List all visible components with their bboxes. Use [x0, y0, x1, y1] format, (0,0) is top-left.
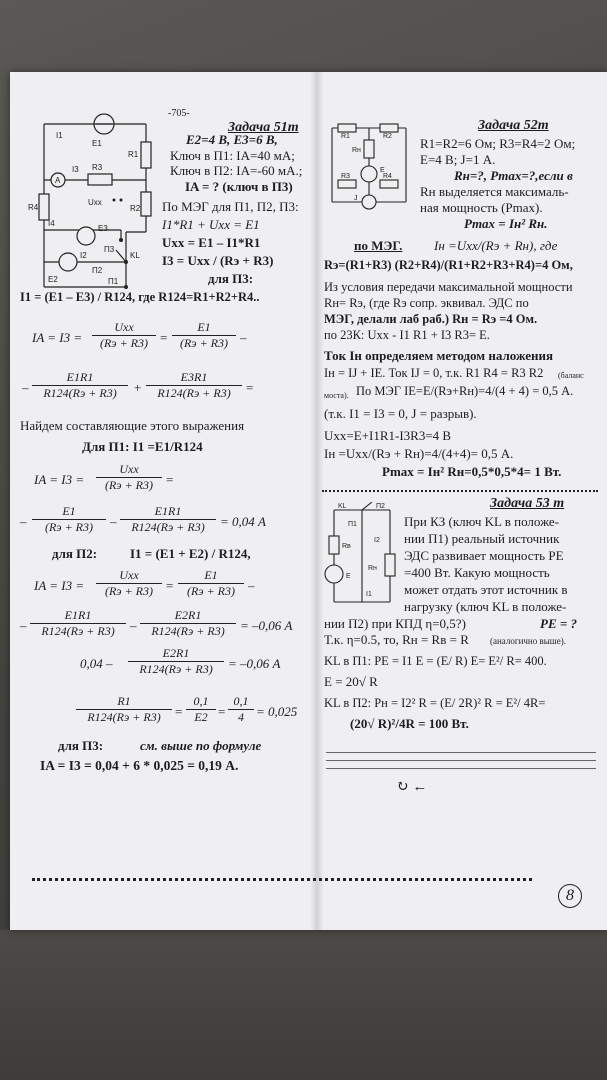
question-line: Rн=?, Pmax=?,если в	[454, 168, 573, 183]
operator: =	[246, 380, 254, 395]
text-line: E = 20√ R	[324, 674, 378, 689]
operator: –	[22, 380, 29, 395]
circuit-label: Rн	[368, 565, 377, 572]
operator: –	[20, 514, 27, 529]
equation-line: I3 = Uxx / (Rэ + R3)	[162, 253, 274, 268]
text-line: Iн =Uxx/(Rэ + Rн)=4/(4+4)= 0,5 А.	[324, 446, 514, 461]
circuit-label: E2	[48, 275, 58, 284]
method-label: по МЭГ.	[354, 238, 403, 253]
circuit-label: R1	[341, 133, 350, 140]
blank-line	[326, 768, 596, 769]
document-sheet	[10, 72, 607, 930]
method-line: По МЭГ для П1, П2, П3:	[162, 199, 299, 214]
scribble-mark: ↻ ←	[396, 779, 428, 795]
circuit-label: E3	[98, 224, 108, 233]
background-floor	[0, 930, 607, 1080]
paper-fold	[310, 72, 324, 930]
text-line: По МЭГ IE=E/(Rэ+Rн)=4/(4 + 4) = 0,5 А.	[356, 384, 574, 398]
circuit-label: Uxx	[88, 198, 102, 207]
footer-dotted-line	[32, 878, 532, 881]
text-line: Uxx=E+I1R1-I3R3=4 В	[324, 428, 452, 443]
fraction: E1 (Rэ + R3)	[178, 568, 244, 599]
circuit-label: П1	[108, 277, 119, 286]
result: = –0,06 А	[228, 656, 281, 671]
formula-line: Iн =Uxx/(Rэ + Rн), где	[434, 238, 558, 253]
text-line: Найдем составляющие этого выражения	[20, 418, 245, 433]
operator: –	[130, 618, 137, 633]
circuit-label: E	[380, 167, 385, 174]
text-line: (т.к. I1 = I3 = 0, J = разрыв).	[324, 406, 477, 421]
result: = 0,04 А	[220, 514, 266, 529]
fraction: E2R1 R124(Rэ + R3)	[128, 646, 224, 677]
formula-line: Rэ=(R1+R3) (R2+R4)/(R1+R2+R3+R4)=4 Ом,	[324, 258, 573, 272]
equation-lhs: IA = I3 =	[34, 472, 85, 487]
text-line: KL в П1: PE = I1 E = (E/ R) E= E²/ R= 400.	[324, 654, 547, 668]
circuit-label: R1	[128, 150, 139, 159]
fraction: Uxx (Rэ + R3)	[96, 568, 162, 599]
operator: =	[166, 578, 174, 593]
operator: =	[218, 704, 226, 719]
blank-line	[326, 760, 596, 761]
operator: =	[160, 330, 168, 345]
task-code: -705-	[168, 108, 190, 119]
blank-line	[326, 752, 596, 753]
fraction: $\frac{0,1}{E2}$	[186, 694, 216, 725]
circuit-label: KL	[338, 503, 347, 510]
problem-line: ЭДС развивает мощность PE	[404, 548, 564, 563]
circuit-label: R3	[341, 173, 350, 180]
question-line: ная мощность (Pmax).	[420, 200, 543, 215]
text-line: Из условия передачи максимальной мощности	[324, 280, 573, 294]
final-answer: IA = I3 = 0,04 + 6 * 0,025 = 0,19 А.	[40, 758, 239, 773]
fraction: E1 (Rэ + R3)	[32, 504, 106, 535]
equation-lhs: 0,04 –	[80, 656, 113, 671]
circuit-label: I2	[80, 251, 87, 260]
task-52-header: Задача 52т	[478, 118, 549, 133]
operator: +	[134, 380, 142, 395]
fraction: Uxx (Rэ + R3)	[96, 462, 162, 493]
circuit-52-diagram	[324, 120, 414, 216]
circuit-label: П3	[104, 245, 115, 254]
question-line: Rн выделяется максималь-	[420, 184, 569, 199]
circuit-53-diagram	[324, 502, 400, 612]
case-note: см. выше по формуле	[140, 738, 262, 753]
circuit-label: I2	[374, 537, 380, 544]
circuit-label: R2	[130, 204, 141, 213]
text-note: (аналогично выше).	[490, 636, 566, 646]
given-line: Ключ в П1: IA=40 мА;	[170, 148, 295, 163]
equation-lhs: IA = I3 =	[34, 578, 85, 593]
operator: –	[20, 618, 27, 633]
circuit-label: E1	[92, 139, 102, 148]
text-line: по 23К: Uxx - I1 R1 + I3 R3= E.	[324, 328, 490, 342]
circuit-label: Rв	[342, 543, 351, 550]
task-53-header: Задача 53 т	[490, 496, 565, 511]
given-values: E2=4 В, E3=6 В,	[186, 132, 278, 147]
question-line: PE = ?	[540, 616, 578, 631]
circuit-label: R2	[383, 133, 392, 140]
final-answer: (20√ R)²/4R = 100 Вт.	[350, 716, 469, 731]
problem-line: =400 Вт. Какую мощность	[404, 565, 550, 580]
case-label: для П3:	[208, 271, 254, 286]
operator: –	[110, 514, 117, 529]
fraction: $\frac{0,1}{4}$	[228, 694, 254, 725]
operator: –	[248, 578, 255, 593]
result: = –0,06 А	[240, 618, 293, 633]
task-51-header: Задача 51т	[228, 120, 299, 135]
fraction: R1 R124(Rэ + R3)	[76, 694, 172, 725]
question-line: IA = ? (ключ в П3)	[185, 179, 293, 194]
operator: –	[240, 330, 247, 345]
given-line: E=4 В; J=1 А.	[420, 152, 496, 167]
formula-line: Pmax = Iн² Rн.	[464, 216, 548, 231]
given-line: R1=R2=6 Ом; R3=R4=2 Ом;	[420, 136, 576, 151]
page-number: 8	[558, 884, 582, 908]
separator	[322, 490, 598, 492]
circuit-label: I4	[48, 219, 55, 228]
equation-line: I1 = (E1 – E3) / R124, где R124=R1+R2+R4..	[20, 290, 260, 304]
fraction: E1R1 R124(Rэ + R3)	[120, 504, 216, 535]
text-note: моста).	[324, 391, 349, 400]
equation-line: Uxx = E1 – I1*R1	[162, 235, 261, 250]
problem-line: может отдать этот источник в	[404, 582, 568, 597]
fraction: E2R1 R124(Rэ + R3)	[140, 608, 236, 639]
text-line: Iн = IJ + IE. Ток IJ = 0, т.к. R1 R4 = R3 R2	[324, 366, 544, 380]
circuit-label: I1	[366, 591, 372, 598]
text-line: Ток Iн определяем методом наложения	[324, 348, 554, 363]
fraction: Uxx (Rэ + R3)	[92, 320, 156, 351]
case-label: для П2:	[52, 546, 98, 561]
equation-line: I1*R1 + Uxx = E1	[162, 217, 260, 232]
text-line: МЭГ, делали лаб раб.) Rн = Rэ =4 Ом.	[324, 312, 538, 326]
final-answer: Pmax = Iн² Rн=0,5*0,5*4= 1 Вт.	[382, 464, 562, 479]
text-note: (баланс	[558, 371, 584, 380]
fraction: E3R1 R124(Rэ + R3)	[146, 370, 242, 401]
problem-line: нии П1) реальный источник	[404, 531, 560, 546]
circuit-51-diagram	[26, 112, 161, 297]
circuit-label: Rн	[352, 147, 361, 154]
circuit-label: J	[354, 195, 358, 202]
text-line: Rн= Rэ, (где Rэ сопр. эквивал. ЭДС по	[324, 296, 529, 310]
circuit-label: R4	[28, 203, 39, 212]
problem-line: нии П2) при КПД η=0,5?)	[324, 616, 466, 631]
result: = 0,025	[256, 704, 298, 719]
case-label: для П3:	[58, 738, 104, 753]
operator: =	[166, 472, 174, 487]
circuit-label: E	[346, 573, 351, 580]
fraction: E1R1 R124(Rэ + R3)	[32, 370, 128, 401]
circuit-label: П1	[348, 521, 357, 528]
text-line: KL в П2: Pн = I2² R = (E/ 2R)² R = E²/ 4R=	[324, 696, 546, 710]
circuit-label: R4	[383, 173, 392, 180]
circuit-label: П2	[376, 503, 385, 510]
problem-line: При КЗ (ключ KL в положе-	[404, 514, 560, 529]
circuit-label: I3	[72, 165, 79, 174]
circuit-label: П2	[92, 266, 103, 275]
fraction: E1R1 R124(Rэ + R3)	[30, 608, 126, 639]
circuit-label: I1	[56, 131, 63, 140]
circuit-label: A	[55, 176, 61, 185]
given-line: Ключ в П2: IA=-60 мА.;	[170, 163, 303, 178]
case-line: I1 = (E1 + E2) / R124,	[130, 546, 251, 561]
operator: =	[175, 704, 183, 719]
equation-lhs: IA = I3 =	[32, 330, 83, 345]
case-line: Для П1: I1 =E1/R124	[82, 439, 203, 454]
fraction: E1 (Rэ + R3)	[172, 320, 236, 351]
problem-line: нагрузку (ключ KL в положе-	[404, 599, 567, 614]
circuit-label: KL	[130, 251, 140, 260]
circuit-label: R3	[92, 163, 103, 172]
text-line: Т.к. η=0.5, то, Rн = Rв = R	[324, 632, 469, 647]
